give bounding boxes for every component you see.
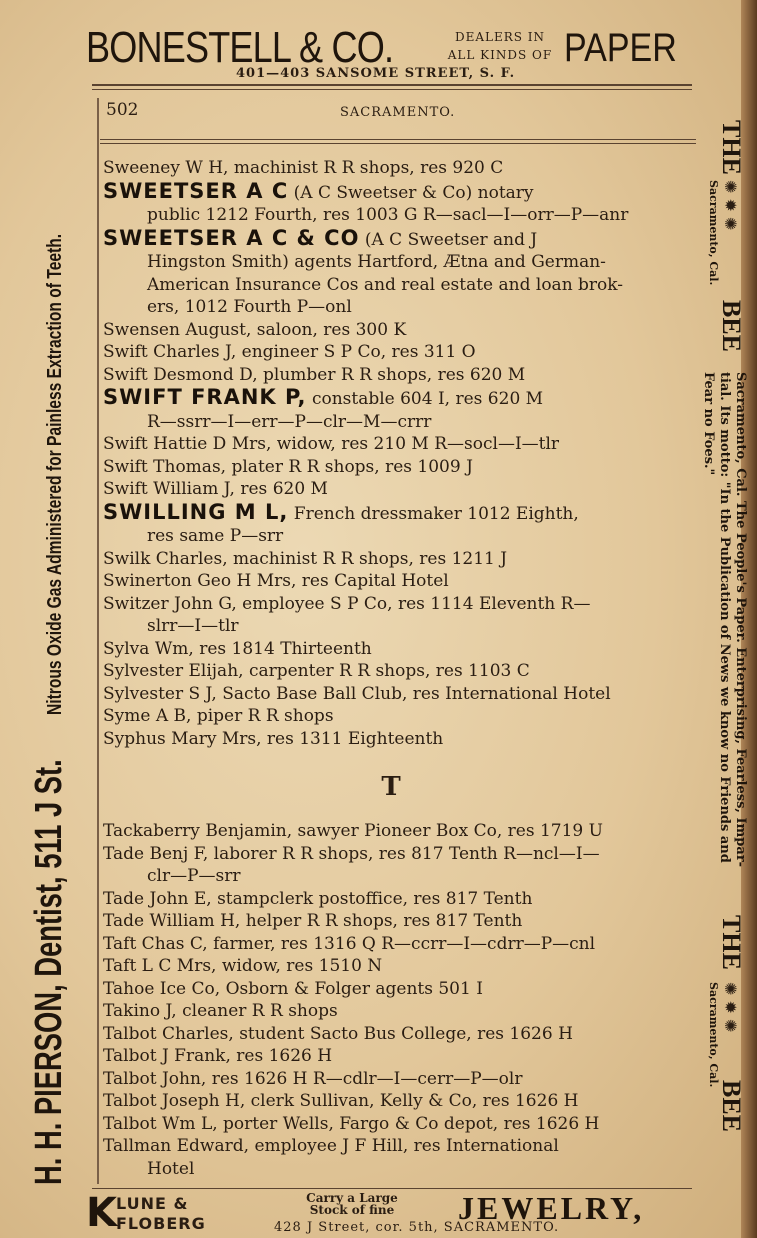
motto-line-3: Fear no Foes."	[701, 372, 716, 476]
directory-entry	[103, 341, 695, 364]
entry-continuation: slrr—I—tlr	[147, 616, 239, 636]
dealers-line-2: ALL KINDS OF	[447, 48, 553, 62]
directory-entry	[103, 1000, 695, 1023]
dealers-line-1: DEALERS IN	[454, 30, 546, 44]
entry-name: Sylvester S J,	[103, 683, 217, 704]
firm-name: BONESTELL & CO.	[86, 23, 394, 72]
page-number: 502	[106, 100, 139, 120]
entry-name: Tade John E,	[103, 888, 212, 909]
directory-entry	[103, 955, 695, 978]
entry-details: constable 604 I, res 620 M	[311, 389, 544, 409]
newspaper-motto	[700, 372, 748, 902]
entry-details: French dressmaker 1012 Eighth,	[293, 503, 579, 524]
entry-details: farmer, res 1316 Q R—ccrr—I—cdrr—P—cnl	[213, 933, 596, 954]
entry-name: Sylvester Elijah,	[103, 661, 244, 681]
entry-name: Takino J,	[103, 1001, 177, 1021]
entry-name: SWEETSER A C & CO	[103, 225, 360, 250]
entry-details: engineer S P Co, res 311 O	[241, 342, 476, 362]
entry-details: stampclerk postoffice, res 817 Tenth	[217, 888, 533, 909]
directory-entry	[103, 1023, 695, 1046]
directory-entry	[103, 888, 695, 911]
entry-details: clerk Sullivan, Kelly & Co, res 1626 H	[250, 1091, 579, 1111]
entry-continuation: R—ssrr—I—err—P—clr—M—crrr	[147, 411, 432, 432]
header-rule-bottom	[92, 89, 692, 90]
entry-name: SWILLING M L,	[103, 499, 289, 524]
directory-entry	[103, 570, 695, 593]
right-margin-advertisement	[702, 110, 748, 1190]
entry-name: Swift Thomas,	[103, 456, 227, 477]
directory-entry	[103, 319, 695, 342]
entry-continuation: clr—P—srr	[147, 866, 241, 886]
entry-details: Sacto Base Ball Club, res International Hotel	[222, 683, 611, 704]
directory-entry	[103, 433, 695, 456]
product-name: PAPER	[564, 26, 677, 70]
entry-name: Tahoe Ice Co,	[103, 978, 221, 999]
entry-name: Swensen August,	[103, 319, 252, 340]
entry-details: (A C Sweetser & Co) notary	[293, 182, 534, 203]
entry-name: Sylva Wm,	[103, 638, 194, 659]
entry-details: piper R R shops	[196, 706, 334, 726]
entry-details: machinist R R shops, res 920 C	[233, 158, 504, 178]
entry-name: Swift William J,	[103, 479, 235, 499]
entry-details: sawyer Pioneer Box Co, res 1719 U	[297, 821, 603, 841]
entry-name: SWEETSER A C	[103, 178, 289, 203]
tagline-line-1: Carry a Large	[306, 1191, 398, 1205]
entry-name: Talbot J Frank,	[103, 1046, 231, 1066]
directory-entry	[103, 227, 695, 319]
directory-entry	[103, 978, 695, 1001]
header-rule-top	[92, 84, 692, 86]
entry-details: saloon, res 300 K	[256, 319, 407, 340]
newspaper-the-top: THE	[717, 120, 746, 175]
entry-name: Swilk Charles,	[103, 548, 228, 569]
entry-details: res 1626 H	[236, 1046, 333, 1066]
directory-entry	[103, 593, 695, 638]
entry-details: widow, res 1510 N	[221, 956, 383, 976]
newspaper-the-bottom: THE	[717, 915, 746, 970]
entry-name: Tade William H,	[103, 911, 241, 931]
directory-entry	[103, 843, 695, 888]
entry-name: Sweeney W H,	[103, 158, 229, 178]
entry-continuation: Hotel	[147, 1158, 195, 1179]
entry-details: Osborn & Folger agents 501 I	[225, 978, 483, 999]
tagline-line-2: Stock of fine	[309, 1203, 395, 1217]
bee-icon: ✺ ✹ ✺	[721, 180, 740, 231]
jeweler-name-1: LUNE &	[116, 1194, 189, 1213]
directory-entry	[103, 660, 695, 683]
entry-details: widow, res 210 M R—socl—I—tlr	[276, 434, 560, 454]
entry-name: Syme A B,	[103, 706, 192, 726]
running-head-city: SACRAMENTO.	[340, 105, 456, 120]
directory-entry	[103, 180, 695, 227]
jeweler-tagline	[252, 1192, 452, 1216]
directory-entry	[103, 1068, 695, 1091]
entry-name: Taft Chas C,	[103, 933, 208, 954]
footer-rule	[92, 1188, 692, 1189]
directory-entry	[103, 1135, 695, 1180]
entry-details: res 1814 Thirteenth	[199, 638, 372, 659]
entry-details: plumber R R shops, res 620 M	[263, 364, 526, 385]
entry-details: porter Wells, Fargo & Co depot, res 1626 H	[223, 1113, 600, 1134]
newspaper-city-top: Sacramento, Cal.	[707, 180, 720, 286]
entry-continuation: public 1212 Fourth, res 1003 G R—sacl—I—orr—P—anr	[147, 205, 629, 225]
directory-entry	[103, 478, 695, 501]
left-column-rule	[97, 98, 99, 1184]
newspaper-bee-top: BEE	[717, 300, 746, 353]
directory-entry	[103, 910, 695, 933]
directory-entry	[103, 1113, 695, 1136]
entry-details: cleaner R R shops	[182, 1001, 338, 1021]
entry-name: Tallman Edward,	[103, 1136, 250, 1156]
jeweler-address: 428 J Street, cor. 5th, SACRAMENTO.	[274, 1220, 560, 1235]
entry-details: carpenter R R shops, res 1103 C	[248, 661, 530, 681]
bee-icon: ✺ ✹ ✺	[721, 982, 740, 1033]
entry-name: Talbot Wm L,	[103, 1113, 218, 1134]
motto-line-2: tial. Its motto: "In the Publication of News we know no Friends and	[717, 372, 732, 863]
header-advertisement	[86, 22, 698, 88]
directory-entry	[103, 157, 695, 180]
entry-name: Switzer John G,	[103, 593, 237, 614]
dealers-tagline	[440, 28, 560, 64]
entry-details: machinist R R shops, res 1211 J	[233, 548, 508, 569]
directory-entry	[103, 364, 695, 387]
directory-entry	[103, 456, 695, 479]
entry-continuation: ers, 1012 Fourth P—onl	[147, 297, 352, 317]
newspaper-city-bottom: Sacramento, Cal.	[707, 982, 720, 1088]
directory-entry	[103, 386, 695, 433]
entry-name: Swinerton Geo H Mrs,	[103, 571, 297, 591]
entry-name: Swift Desmond D,	[103, 364, 258, 385]
entry-details: student Sacto Bus College, res 1626 H	[239, 1023, 573, 1044]
motto-line-1: Sacramento, Cal. The People's Paper. Enterprising, Fearless, Impar-	[733, 372, 748, 868]
directory-entry	[103, 728, 695, 751]
entry-name: Swift Hattie D Mrs,	[103, 434, 272, 454]
jeweler-name-2: FLOBERG	[116, 1214, 206, 1233]
entry-name: Taft L C Mrs,	[103, 956, 217, 976]
entry-details: res 1626 H R—cdlr—I—cerr—P—olr	[211, 1068, 523, 1089]
newspaper-bee-bottom: BEE	[717, 1080, 746, 1133]
firm-address: 401—403 SANSOME STREET, S. F.	[236, 66, 516, 81]
directory-entry	[103, 820, 695, 843]
jewelry-heading: JEWELRY,	[458, 1190, 645, 1226]
entry-continuation: American Insurance Cos and real estate and loan brok-	[147, 274, 624, 295]
directory-entry	[103, 683, 695, 706]
footer-advertisement	[86, 1190, 692, 1238]
jeweler-initial: K	[86, 1190, 117, 1236]
entry-name: Tackaberry Benjamin,	[103, 821, 293, 841]
entry-name: Tade Benj F,	[103, 843, 209, 864]
directory-entry	[103, 501, 695, 548]
directory-entries	[103, 157, 695, 1180]
running-head-rule	[100, 139, 696, 140]
entry-details: helper R R shops, res 817 Tenth	[245, 911, 523, 931]
dentist-name: H. H. PIERSON, Dentist, 511 J St.	[28, 759, 70, 1185]
entry-details: res 620 M	[240, 479, 328, 499]
entry-name: Syphus Mary Mrs,	[103, 728, 262, 749]
directory-entry	[103, 638, 695, 661]
entry-details: employee S P Co, res 1114 Eleventh R—	[242, 593, 591, 614]
directory-entry	[103, 933, 695, 956]
entry-name: Swift Charles J,	[103, 342, 237, 362]
left-margin-advertisement	[24, 95, 88, 1185]
section-letter: T	[381, 772, 401, 802]
entry-continuation: res same P—srr	[147, 526, 284, 546]
directory-entry	[103, 1090, 695, 1113]
entry-details: employee J F Hill, res International	[254, 1136, 559, 1156]
running-head-rule-2	[100, 143, 696, 144]
entry-name: SWIFT FRANK P,	[103, 385, 307, 409]
entry-name: Talbot Charles,	[103, 1023, 234, 1044]
directory-entry	[103, 548, 695, 571]
directory-entry	[103, 705, 695, 728]
entry-details: res 1311 Eighteenth	[266, 728, 444, 749]
entry-details: laborer R R shops, res 817 Tenth R—ncl—I—	[213, 843, 600, 864]
entry-name: Talbot Joseph H,	[103, 1091, 246, 1111]
entry-details: (A C Sweetser and J	[364, 229, 538, 250]
dentist-service: Nitrous Oxide Gas Administered for Painless Extraction of Teeth.	[44, 233, 66, 715]
entry-details: res Capital Hotel	[301, 571, 449, 591]
entry-name: Talbot John,	[103, 1068, 207, 1089]
entry-continuation: Hingston Smith) agents Hartford, Ætna and German-	[147, 252, 606, 272]
entry-details: plater R R shops, res 1009 J	[231, 456, 473, 477]
directory-entry	[103, 1045, 695, 1068]
